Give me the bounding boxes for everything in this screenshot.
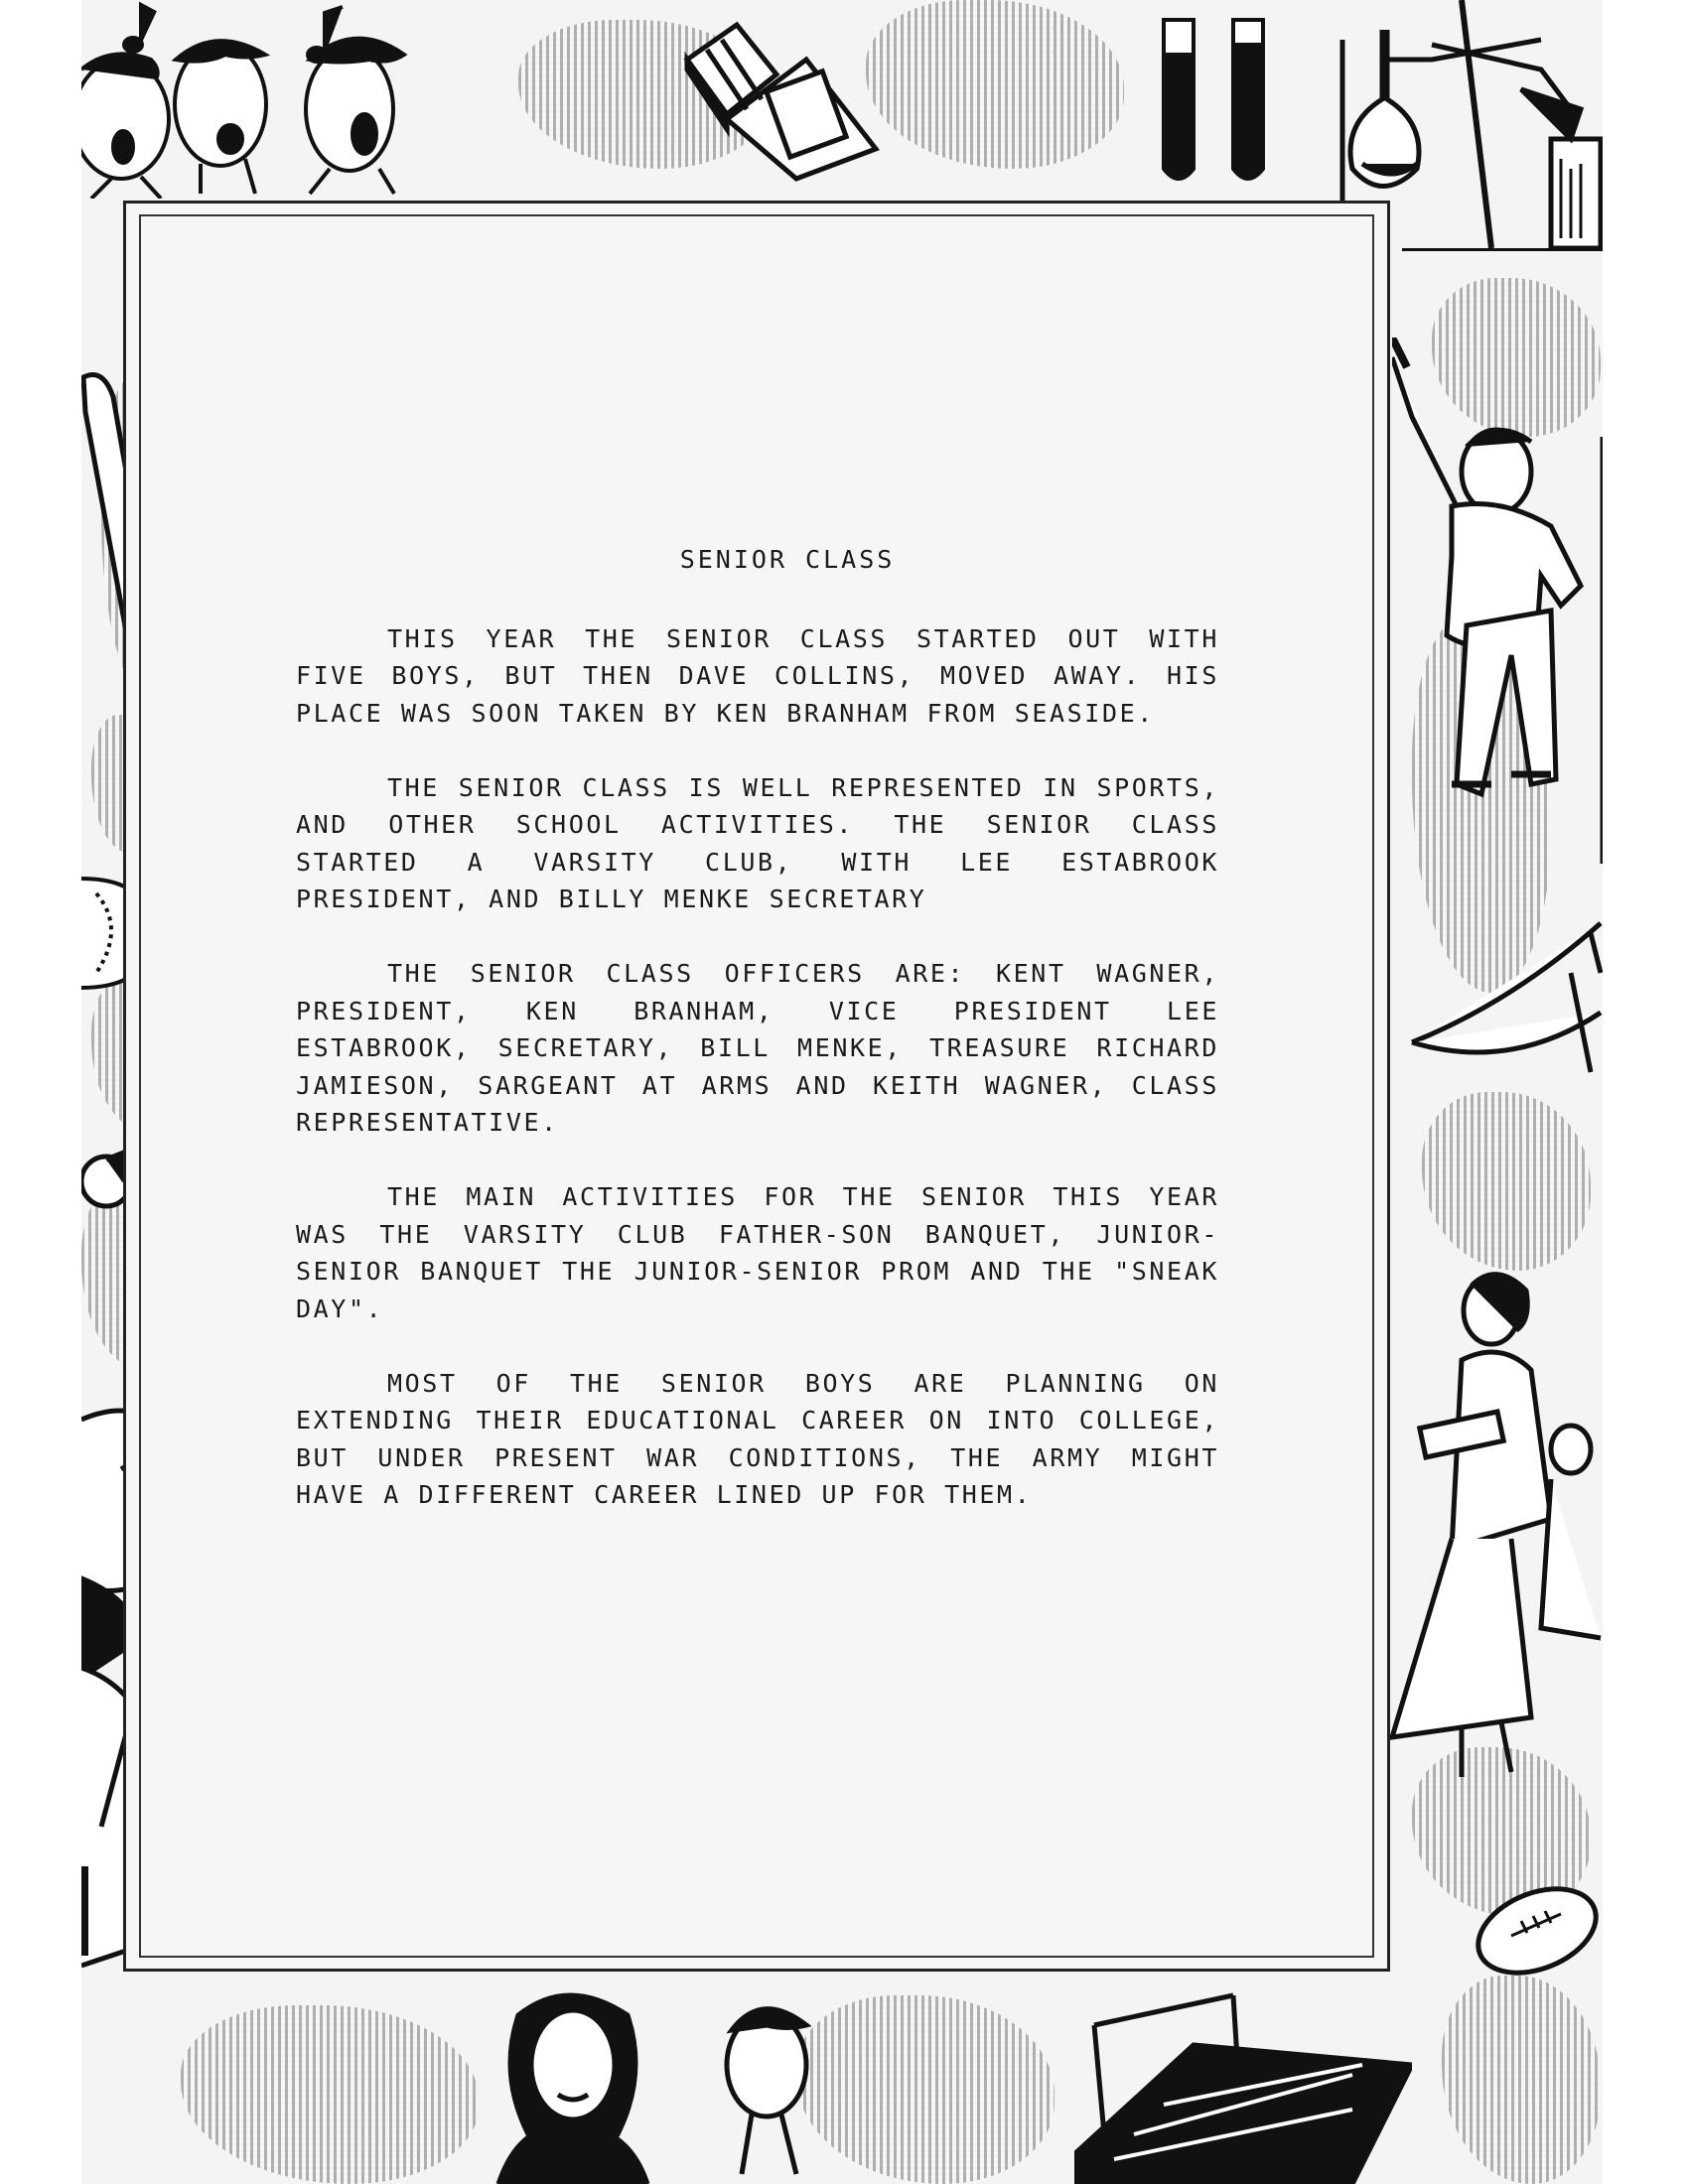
girl-with-books-icon [1382,1261,1603,1797]
halftone-patch [1442,1976,1601,2184]
halftone-patch [1422,1092,1591,1271]
text-content [296,541,1219,1551]
paragraph: MOST OF THE SENIOR BOYS ARE PLANNING ON EXTENDING THEIR EDUCATIONAL CAREER ON INTO COLLEGE, BUT UNDER PRESENT WAR CONDITIONS, THE ARMY MIGHT HAVE A DIFFERENT CAREER LINED UP FOR THEM. [296,1368,1219,1509]
paragraph: THE SENIOR CLASS OFFICERS ARE: KENT WAGNER, PRESIDENT, KEN BRANHAM, VICE PRESIDENT LEE ESTABROOK, SECRETARY, BILL MENKE, TREASURE RICHARD JAMIESON, SARGEANT AT ARMS AND KEITH WAGNER, CLASS REPRESENTATIVE. [296,959,1219,1137]
music-note-icon [121,0,161,55]
halftone-patch [866,0,1124,169]
test-tube-icon [1154,15,1283,194]
page-title: SENIOR CLASS [679,545,896,574]
girl-face-icon [479,1985,657,2184]
boy-climbing-icon [1392,338,1603,864]
paragraph: THIS YEAR THE SENIOR CLASS STARTED OUT WITH FIVE BOYS, BUT THEN DAVE COLLINS, MOVED AWAY. HIS PLACE WAS SOON TAKEN BY KEN BRANHAM FROM SEASIDE. [296,623,1219,728]
border-rule [1402,248,1603,251]
paragraph: THE SENIOR CLASS IS WELL REPRESENTED IN SPORTS, AND OTHER SCHOOL ACTIVITIES. THE SENIOR CLASS STARTED A VARSITY CLUB, WITH LEE ESTABROOK PRESIDENT, AND BILLY MENKE SECRETARY [296,772,1219,913]
books-icon [677,10,886,189]
paragraph: THE MAIN ACTIVITIES FOR THE SENIOR THIS YEAR WAS THE VARSITY CLUB FATHER-SON BANQUET, JUNIOR-SENIOR BANQUET THE JUNIOR-SENIOR PROM AND THE "SNEAK DAY". [296,1182,1219,1323]
boy-face-icon [697,1990,836,2184]
pennant-icon [1402,913,1603,1082]
football-icon [1472,1876,1603,1985]
halftone-patch [181,2005,479,2184]
hurdle-icon [1074,1985,1412,2184]
music-note-icon [305,5,350,65]
